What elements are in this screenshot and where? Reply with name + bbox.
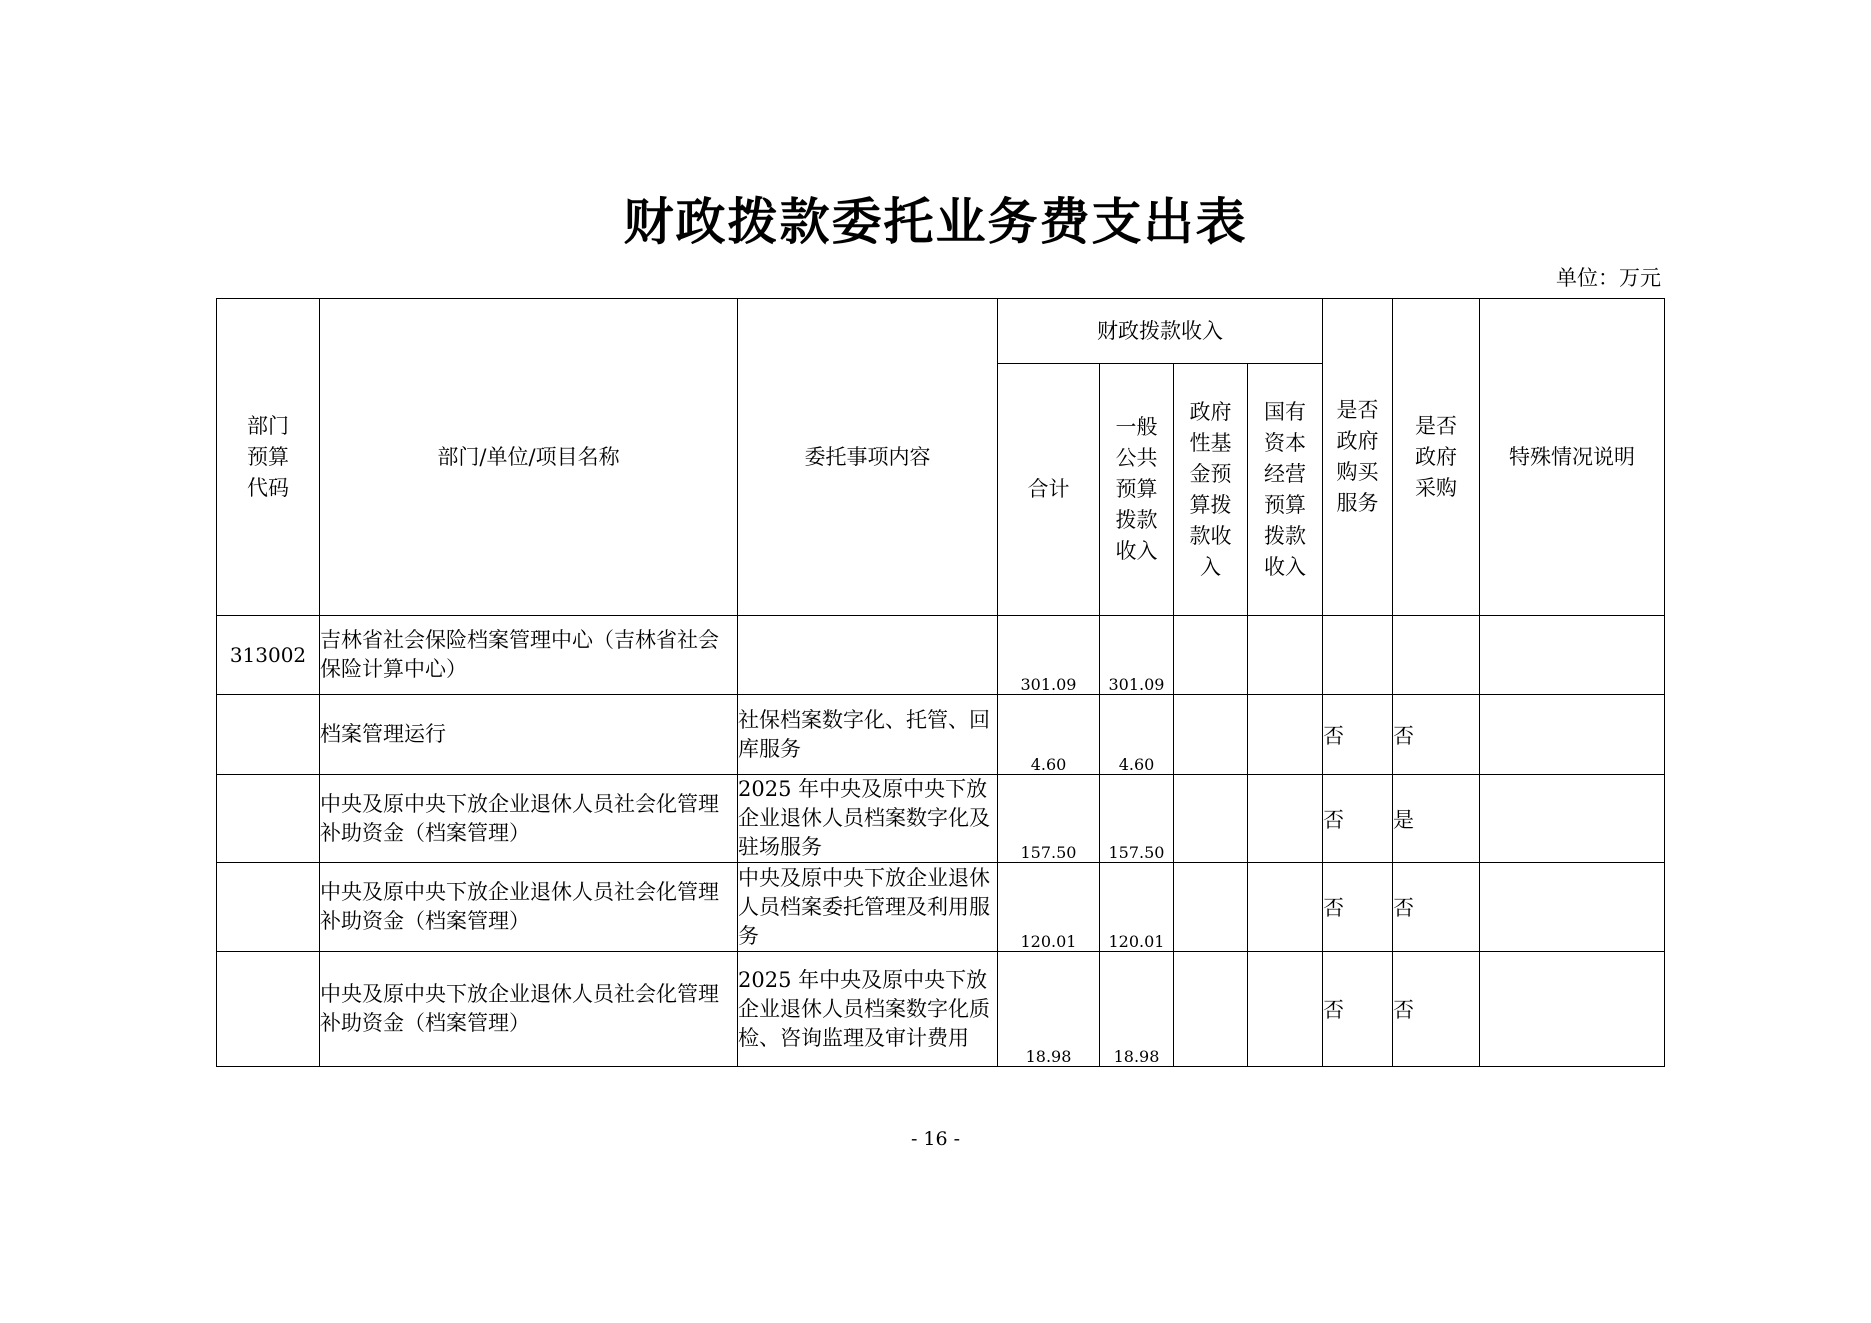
row-fund (1174, 616, 1248, 695)
row-notes (1480, 952, 1665, 1067)
row-name: 中央及原中央下放企业退休人员社会化管理补助资金（档案管理） (320, 863, 738, 952)
row-content: 2025 年中央及原中央下放企业退休人员档案数字化及驻场服务 (738, 775, 998, 863)
row-total: 120.01 (998, 863, 1100, 952)
row-purchase-service: 否 (1323, 695, 1393, 775)
header-income-group: 财政拨款收入 (998, 299, 1323, 364)
row-fund (1174, 952, 1248, 1067)
row-content: 2025 年中央及原中央下放企业退休人员档案数字化质检、咨询监理及审计费用 (738, 952, 998, 1067)
row-purchase-service: 否 (1323, 952, 1393, 1067)
row-procurement: 是 (1393, 775, 1480, 863)
row-content (738, 616, 998, 695)
row-purchase-service (1323, 616, 1393, 695)
row-notes (1480, 863, 1665, 952)
row-general: 157.50 (1100, 775, 1174, 863)
row-state (1248, 863, 1323, 952)
row-notes (1480, 695, 1665, 775)
row-general: 4.60 (1100, 695, 1174, 775)
row-procurement: 否 (1393, 952, 1480, 1067)
row-procurement: 否 (1393, 863, 1480, 952)
row-name: 中央及原中央下放企业退休人员社会化管理补助资金（档案管理） (320, 952, 738, 1067)
header-state: 国有资本经营预算拨款收入 (1248, 364, 1323, 616)
row-code: 313002 (217, 616, 320, 695)
row-state (1248, 616, 1323, 695)
unit-label: 单位：万元 (1556, 266, 1661, 290)
row-state (1248, 775, 1323, 863)
row-general: 301.09 (1100, 616, 1174, 695)
row-content: 社保档案数字化、托管、回库服务 (738, 695, 998, 775)
header-name: 部门/单位/项目名称 (320, 299, 738, 616)
row-notes (1480, 775, 1665, 863)
row-fund (1174, 863, 1248, 952)
header-total: 合计 (998, 364, 1100, 616)
row-name: 档案管理运行 (320, 695, 738, 775)
row-code (217, 952, 320, 1067)
row-total: 18.98 (998, 952, 1100, 1067)
page-number: - 16 - (910, 1128, 961, 1150)
table-row (217, 616, 1665, 695)
table-row (217, 952, 1665, 1067)
table-row (217, 775, 1665, 863)
row-state (1248, 695, 1323, 775)
row-fund (1174, 695, 1248, 775)
row-total: 157.50 (998, 775, 1100, 863)
row-general: 120.01 (1100, 863, 1174, 952)
row-code (217, 863, 320, 952)
row-purchase-service: 否 (1323, 775, 1393, 863)
header-notes: 特殊情况说明 (1480, 299, 1665, 616)
row-name: 中央及原中央下放企业退休人员社会化管理补助资金（档案管理） (320, 775, 738, 863)
header-code: 部门预算代码 (217, 299, 320, 616)
row-state (1248, 952, 1323, 1067)
row-total: 4.60 (998, 695, 1100, 775)
row-total: 301.09 (998, 616, 1100, 695)
header-fund: 政府性基金预算拨款收入 (1174, 364, 1248, 616)
row-general: 18.98 (1100, 952, 1174, 1067)
row-fund (1174, 775, 1248, 863)
header-purchase-service: 是否政府购买服务 (1323, 299, 1393, 616)
row-notes (1480, 616, 1665, 695)
table-row (217, 695, 1665, 775)
row-content: 中央及原中央下放企业退休人员档案委托管理及利用服务 (738, 863, 998, 952)
row-purchase-service: 否 (1323, 863, 1393, 952)
table-row (217, 863, 1665, 952)
header-procurement: 是否政府采购 (1393, 299, 1480, 616)
header-general: 一般公共预算拨款收入 (1100, 364, 1174, 616)
budget-table (216, 298, 1665, 1067)
row-procurement (1393, 616, 1480, 695)
row-code (217, 775, 320, 863)
page-title: 财政拨款委托业务费支出表 (623, 192, 1248, 251)
row-name: 吉林省社会保险档案管理中心（吉林省社会保险计算中心） (320, 616, 738, 695)
header-content: 委托事项内容 (738, 299, 998, 616)
row-code (217, 695, 320, 775)
row-procurement: 否 (1393, 695, 1480, 775)
